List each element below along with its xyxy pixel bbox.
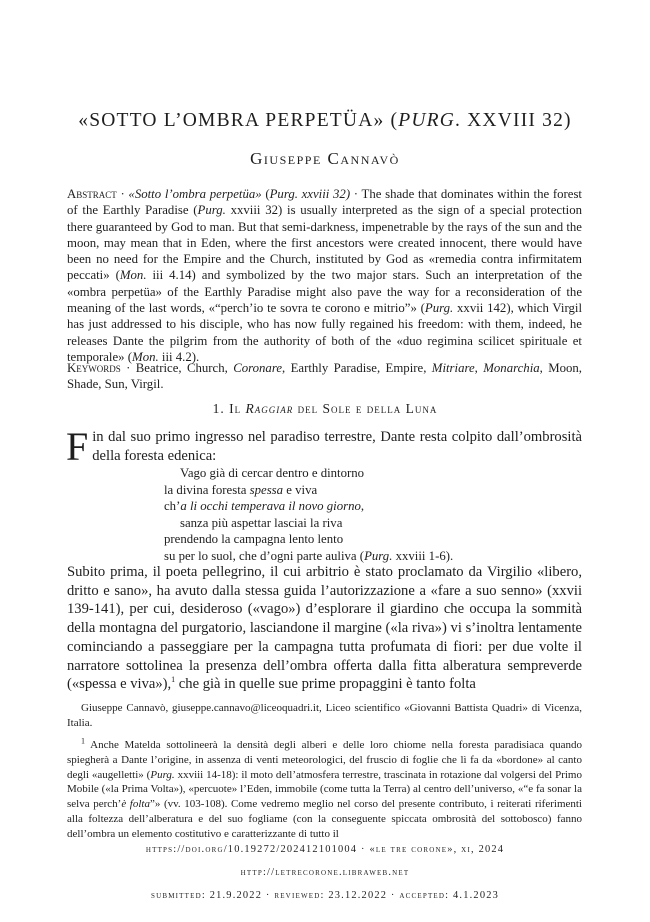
- keywords-text: , Moon, Shade, Sun, Virgil.: [67, 361, 582, 392]
- keyword-italic: Monarchia: [483, 361, 540, 375]
- intro-paragraph: [66, 424, 582, 469]
- abstract-text: · The shade that dominates within the forest of the Earthly Paradise (: [67, 187, 582, 218]
- citation: Purg.: [197, 203, 226, 218]
- verse-text: su per lo suol, che d’ogni parte auliva (: [164, 548, 365, 563]
- author-name: Giuseppe Cannavò: [250, 149, 400, 168]
- footnote-text: Anche Matelda sottolineerà la densità degli alberi e delle loro chiome nella foresta paradisiaca quando spiegherà a Dante l’origine, in assenza di venti meteorologici, del fruscio di foglie che lì fa da «bordone» al canto degli «augelletti» (: [67, 739, 582, 781]
- footnote-text: ”» (vv. 103-108). Come vedremo meglio nel corso del presente contributo, i reiterati riferimenti alla foltezza dell’alberatura e del suo fogliame (con la conseguente spiccata ombrosità del sottobosco) fanno dell’ombra un elemento costitutivo e caratterizzante di tutto il: [67, 798, 582, 840]
- keywords-text: ,: [474, 361, 484, 375]
- website-line[interactable]: http://letrecorone.libraweb.net: [240, 867, 410, 878]
- abstract-text: xxvii 142), which Virgil has just addressed to his disciple, who has now fully regained his freedom: with them, indeed, he releases Dante the pilgrim from the authority of both of the «duo regimina scilicet spirituale et temporale» (: [67, 301, 582, 364]
- section-heading-italic: Raggiar: [245, 401, 294, 416]
- separator: ·: [116, 187, 129, 201]
- citation: Purg. xxviii 32): [269, 187, 351, 201]
- section-heading-text: 1. Il: [212, 401, 246, 416]
- abstract-text: (: [261, 187, 270, 201]
- body-text: che già in quelle sue prime propaggini è tanto folta: [175, 676, 476, 693]
- abstract-text: iii 4.14) and symbolized by the two major stars. Such an interpretation of the «ombra perpetüa» of the Earthly Paradise might also pave the way for a reconsideration of the meaning of the last words, «“perch’io te sovra te corono e mitrio”» (: [67, 268, 582, 316]
- body-text: Subito prima, il poeta pellegrino, il cui arbitrio è stato proclamato da Virgilio «libero, dritto e sano», ha avuto dalla stessa guida l’autorizzazione a «fare a suo senno» (xxvii 139-141), per cui, desideroso («vago») d’esplorare il giardino che occupa la sommità della montagna del purgatorio, lasciandone il margine («la riva») vi s’inoltra lentamente cominciando a passeggiare per la campagna tutta profumata di fiori: per due volte il narratore sottolinea la presenza dell’ombra offerta dalla fitta alberatura sempreverde («spessa e viva»),: [67, 564, 582, 693]
- title-text: «SOTTO L’OMBRA PERPETÜA» (: [78, 110, 399, 131]
- footnote-ref[interactable]: 1: [171, 675, 176, 685]
- verse-text: xxviii 1-6).: [392, 548, 454, 563]
- verse-text: ch’: [164, 499, 181, 514]
- verse-italic: spessa: [249, 482, 284, 497]
- verse-italic: a li occhi temperava il novo giorno: [180, 499, 361, 514]
- footnote-1: [67, 738, 582, 842]
- footnote-text: xxviii 14-18): il moto dell’atmosfera terrestre, trascinata in rotazione dal volgersi del Primo Mobile («la Prima Volta»), «percuote» l’Eden, immobile (come tutta la Terra) al centro dell’universo, «“e fa sonar la selva perch’: [67, 768, 582, 811]
- abstract-label: Abstract: [67, 187, 117, 201]
- doi-line[interactable]: https://doi.org/10.19272/202412101004 · «le tre corone», xi, 2024: [145, 844, 505, 855]
- abstract-text: iii 4.2).: [158, 349, 200, 364]
- keyword-italic: Mitriare: [431, 361, 475, 375]
- footnote-citation: Purg.: [150, 768, 175, 781]
- keywords: [67, 360, 582, 393]
- keywords-text: · Beatrice, Church,: [120, 361, 234, 375]
- drop-cap: F: [66, 424, 89, 469]
- verse-line: [164, 498, 564, 515]
- body-paragraph: [67, 563, 582, 694]
- abstract-text: xxviii 32) is usually interpreted as the sign of a special protection there guaranteed by God to man. But that semi-darkness, impenetrable by the rays of the sun and the moon, may mean that in Eden, where the first ancestors were created innocent, there would have been no need for the Empire and the Church, instituted by God as «remedia contra infirmitatem peccati» (: [67, 203, 582, 283]
- verse-line: Vago già di cercar dentro e dintorno: [180, 466, 365, 480]
- intro-text: in dal suo primo ingresso nel paradiso terrestre, Dante resta colpito dall’ombrosità della foresta edenica:: [92, 429, 582, 464]
- submission-dates: submitted: 21.9.2022 · reviewed: 23.12.2022 · accepted: 4.1.2023: [150, 890, 500, 901]
- author-affiliation-note: Giuseppe Cannavò, giuseppe.cannavo@liceoquadri.it, Liceo scientifico «Giovanni Battista Quadri» di Vicenza, Italia.: [67, 702, 582, 729]
- verse-quotation: [164, 465, 564, 565]
- title-italic: PURG: [398, 110, 455, 131]
- verse-text: la divina foresta: [164, 482, 250, 497]
- keywords-label: Keywords: [67, 361, 121, 375]
- verse-line: prendendo la campagna lento lento: [164, 532, 344, 547]
- title-text-end: . XXVIII 32): [455, 110, 572, 131]
- abstract: [67, 186, 582, 365]
- footnote-italic: è folta: [121, 798, 150, 811]
- verse-text: e viva: [283, 482, 318, 497]
- verse-citation: Purg.: [364, 548, 393, 563]
- citation: Mon.: [119, 268, 147, 283]
- article-title: [0, 110, 650, 132]
- citation: Mon.: [132, 349, 159, 364]
- verse-line: [164, 482, 564, 499]
- footnote-number: 1: [81, 736, 85, 746]
- section-heading: [0, 401, 650, 417]
- verse-line: sanza più aspettar lasciai la riva: [180, 515, 343, 530]
- keyword-italic: Coronare: [233, 361, 283, 375]
- verse-text: ,: [360, 499, 365, 514]
- abstract-quote: «Sotto l’ombra perpetüa»: [128, 187, 262, 201]
- citation: Purg.: [424, 301, 454, 316]
- section-heading-text: del Sole e della Luna: [293, 401, 438, 416]
- keywords-text: , Earthly Paradise, Empire,: [282, 361, 432, 375]
